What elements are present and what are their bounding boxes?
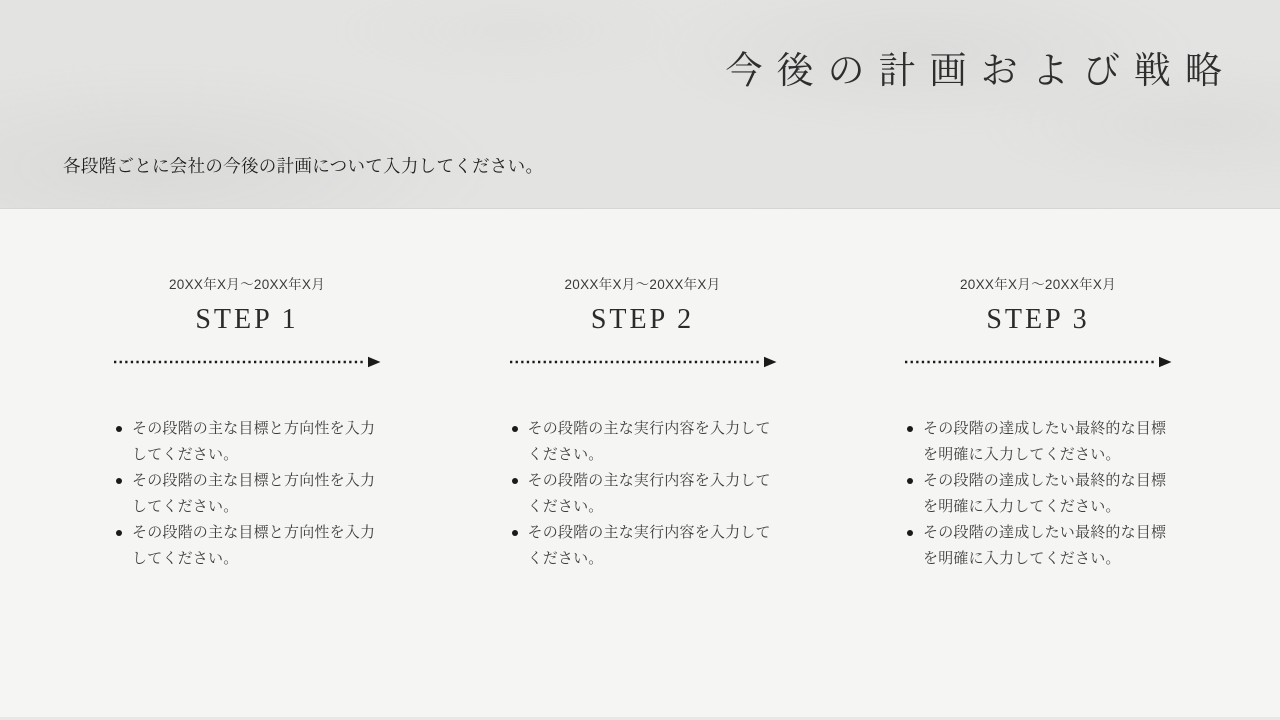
dotted-arrow-icon <box>113 356 381 368</box>
step-period: 20XX年X月〜20XX年X月 <box>564 277 721 292</box>
bullet-item: その段階の主な実行内容を入力してください。 <box>509 520 775 572</box>
bullet-item: その段階の主な目標と方向性を入力してください。 <box>113 416 379 468</box>
step-period: 20XX年X月〜20XX年X月 <box>959 277 1117 292</box>
step-title: STEP 2 <box>590 304 695 335</box>
instruction-text: 各段階ごとに会社の今後の計画について入力してください。 <box>63 156 544 176</box>
step-title: STEP 3 <box>986 304 1090 335</box>
step-bullet-list <box>904 416 1170 572</box>
step-title: STEP 1 <box>195 304 299 335</box>
step-column-3 <box>904 276 1172 572</box>
step-column-1 <box>113 276 381 572</box>
steps-container <box>113 276 1172 572</box>
bullet-item: その段階の達成したい最終的な目標を明確に入力してください。 <box>904 520 1170 572</box>
bullet-item: その段階の達成したい最終的な目標を明確に入力してください。 <box>904 468 1170 520</box>
bullet-item: その段階の主な実行内容を入力してください。 <box>509 416 775 468</box>
bullet-item: その段階の主な目標と方向性を入力してください。 <box>113 468 379 520</box>
bullet-item: その段階の主な目標と方向性を入力してください。 <box>113 520 379 572</box>
step-bullet-list <box>509 416 775 572</box>
step-bullet-list <box>113 416 379 572</box>
dotted-arrow-icon <box>509 356 777 368</box>
page-title: 今後の計画および戦略 <box>725 51 1237 92</box>
dotted-arrow-icon <box>904 356 1172 368</box>
step-period: 20XX年X月〜20XX年X月 <box>168 277 326 292</box>
bullet-item: その段階の達成したい最終的な目標を明確に入力してください。 <box>904 416 1170 468</box>
step-column-2 <box>509 276 777 572</box>
bullet-item: その段階の主な実行内容を入力してください。 <box>509 468 775 520</box>
